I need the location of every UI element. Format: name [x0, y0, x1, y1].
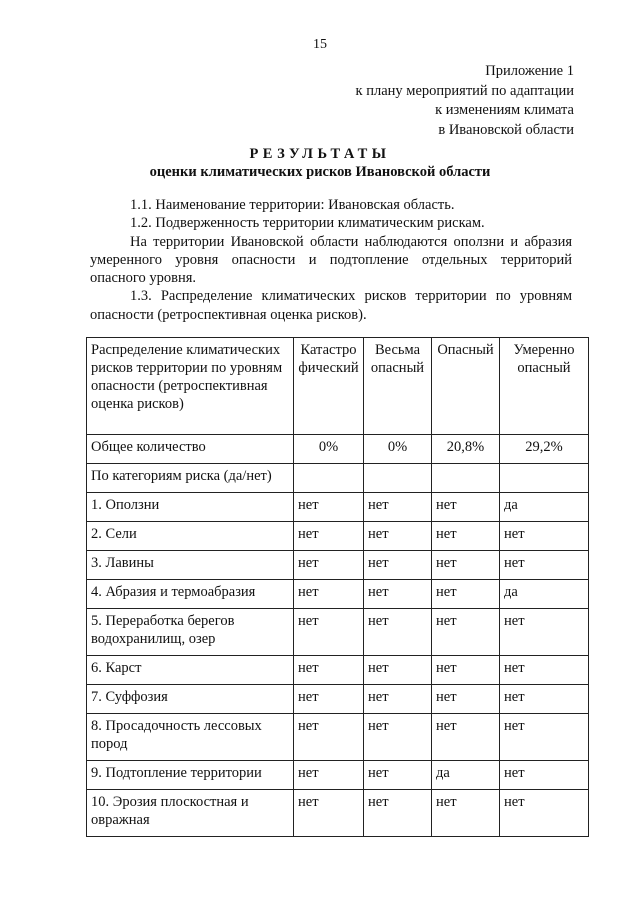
table-cell: да	[432, 761, 500, 790]
table-cell: 20,8%	[432, 435, 500, 464]
risk-table	[86, 337, 589, 837]
table-cell: 2. Сели	[87, 522, 294, 551]
table-cell: нет	[432, 522, 500, 551]
table-row	[87, 580, 589, 609]
table-header-cell: Катастро фический	[294, 338, 364, 435]
table-cell: нет	[432, 551, 500, 580]
table-cell: нет	[364, 761, 432, 790]
body-text	[90, 196, 572, 324]
table-row-categories	[87, 464, 589, 493]
table-cell: нет	[500, 522, 589, 551]
table-cell	[500, 464, 589, 493]
table-row	[87, 522, 589, 551]
table-cell: 6. Карст	[87, 656, 294, 685]
table-cell: да	[500, 493, 589, 522]
table-cell: нет	[432, 714, 500, 761]
paragraph-1-1: 1.1. Наименование территории: Ивановская область.	[130, 197, 455, 213]
table-cell: нет	[294, 714, 364, 761]
appendix-line-2: к плану мероприятий по адаптации	[355, 82, 574, 99]
paragraph-risks-description: На территории Ивановской области наблюдаются оползни и абразия умеренного уровня опасности и подтопление отдельных территорий опасного уровня.	[90, 233, 572, 287]
table-header-cell: Распределение климатических рисков территории по уровням опасности (ретроспективная оценка рисков)	[87, 338, 294, 435]
table-row	[87, 761, 589, 790]
table-cell: нет	[294, 761, 364, 790]
table-cell: нет	[500, 761, 589, 790]
table-header-row	[87, 338, 589, 435]
table-cell: нет	[364, 714, 432, 761]
table-cell: нет	[294, 609, 364, 656]
appendix-line-3: к изменениям климата	[435, 102, 574, 118]
table-cell: 7. Суффозия	[87, 685, 294, 714]
paragraph-1-3: 1.3. Распределение климатических рисков территории по уровням опасности (ретроспективная оценка рисков).	[90, 288, 572, 323]
table-cell: нет	[294, 790, 364, 837]
table-cell: нет	[432, 790, 500, 837]
table-cell: нет	[500, 656, 589, 685]
table-cell: нет	[364, 522, 432, 551]
table-cell: нет	[294, 580, 364, 609]
table-cell: нет	[294, 656, 364, 685]
table-cell	[294, 464, 364, 493]
table-cell: По категориям риска (да/нет)	[87, 464, 294, 493]
table-cell: нет	[432, 656, 500, 685]
table-cell	[432, 464, 500, 493]
appendix-line-4: в Ивановской области	[438, 121, 574, 138]
table-cell: нет	[364, 551, 432, 580]
table-cell: 3. Лавины	[87, 551, 294, 580]
table-cell: Общее количество	[87, 435, 294, 464]
table-cell: да	[500, 580, 589, 609]
table-row	[87, 551, 589, 580]
table-cell: нет	[364, 580, 432, 609]
table-cell: нет	[500, 685, 589, 714]
table-cell: нет	[294, 551, 364, 580]
table-cell: нет	[500, 790, 589, 837]
table-cell: 10. Эрозия плоскостная и овражная	[87, 790, 294, 837]
table-cell: нет	[500, 714, 589, 761]
table-cell: 0%	[294, 435, 364, 464]
table-cell: нет	[364, 656, 432, 685]
table-header-cell: Весьма опасный	[364, 338, 432, 435]
table-cell: нет	[432, 580, 500, 609]
table-cell: 29,2%	[500, 435, 589, 464]
table-row	[87, 685, 589, 714]
table-cell: нет	[432, 609, 500, 656]
table-cell: нет	[364, 609, 432, 656]
table-cell: 5. Переработка берегов водохранилищ, озер	[87, 609, 294, 656]
table-header-cell: Опасный	[432, 338, 500, 435]
table-cell: нет	[500, 609, 589, 656]
table-row	[87, 656, 589, 685]
table-cell: нет	[500, 551, 589, 580]
table-cell: 8. Просадочность лессовых пород	[87, 714, 294, 761]
table-cell: нет	[294, 493, 364, 522]
table-cell: 9. Подтопление территории	[87, 761, 294, 790]
table-cell: 4. Абразия и термоабразия	[87, 580, 294, 609]
page-number: 15	[313, 37, 327, 52]
appendix-line-1: Приложение 1	[485, 63, 574, 79]
table-cell: 1. Оползни	[87, 493, 294, 522]
table-row	[87, 493, 589, 522]
appendix-header	[356, 62, 574, 140]
table-cell	[364, 464, 432, 493]
table-cell: нет	[432, 685, 500, 714]
document-title: РЕЗУЛЬТАТЫ	[249, 146, 391, 162]
table-row	[87, 714, 589, 761]
table-cell: 0%	[364, 435, 432, 464]
table-cell: нет	[364, 493, 432, 522]
table-row-total	[87, 435, 589, 464]
table-header-cell: Умеренно опасный	[500, 338, 589, 435]
table-cell: нет	[432, 493, 500, 522]
table-cell: нет	[294, 685, 364, 714]
table-row	[87, 790, 589, 837]
table-cell: нет	[364, 685, 432, 714]
document-subtitle: оценки климатических рисков Ивановской области	[149, 164, 491, 180]
table-cell: нет	[364, 790, 432, 837]
table-cell: нет	[294, 522, 364, 551]
table-row	[87, 609, 589, 656]
paragraph-1-2: 1.2. Подверженность территории климатическим рискам.	[130, 215, 485, 232]
